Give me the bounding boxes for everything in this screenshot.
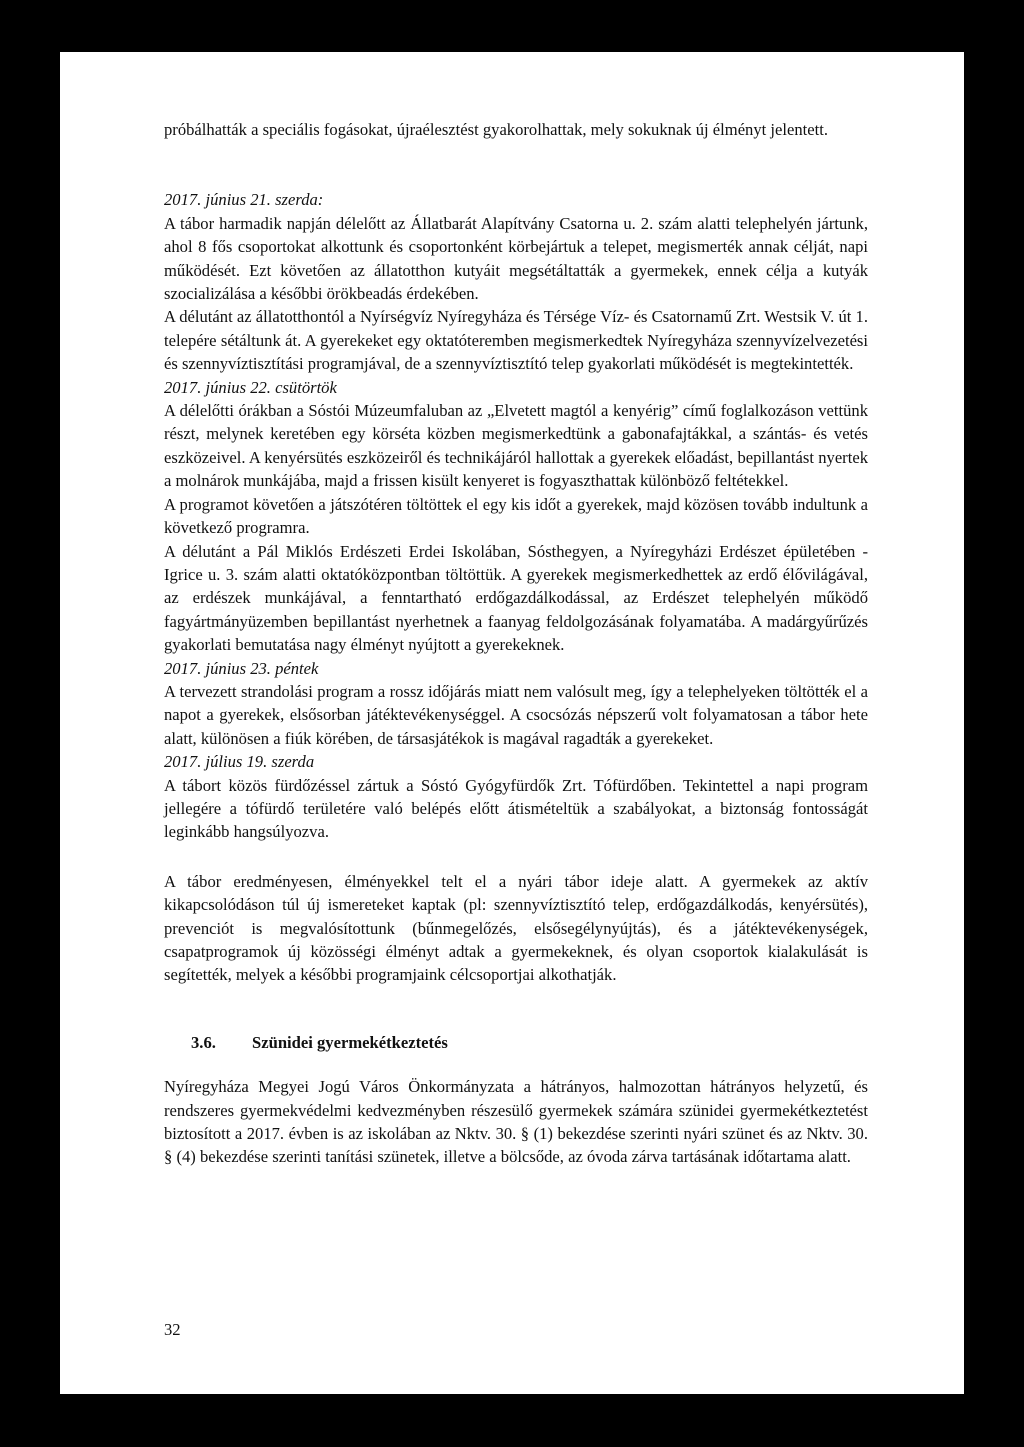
- entry-date: 2017. július 19. szerda: [164, 752, 315, 772]
- document-body: [164, 118, 868, 1169]
- entry-paragraph: A programot követően a játszótéren töltöttek el egy kis időt a gyerekek, majd közösen tovább indultunk a következő programra.: [164, 494, 868, 538]
- entry-date: 2017. június 23. péntek: [164, 658, 319, 678]
- entry-paragraph: A délutánt az állatotthontól a Nyírségvíz Nyíregyháza és Térsége Víz- és Csatornamű Zrt. Westsik V. út 1. telepére sétáltunk át. A gyerekeket egy oktatóteremben megismerkedtek Nyíregyháza szennyvízelvezetési és szennyvíztisztítási programjával, de a szennyvíztisztító telep gyakorlati működését is megtekintették.: [164, 307, 868, 374]
- entry-paragraph: A délelőtti órákban a Sóstói Múzeumfaluban az „Elvetett magtól a kenyérig” című foglalkozáson vettünk részt, melynek keretében egy körséta közben megismerkedtünk a gabonafajtákkal, a szántás- és vetés eszközeivel. A kenyérsütés eszközeiről és technikájáról hallottak a gyerekek előadást, bepillantást nyertek a molnárok munkájába, majd a frissen kisült kenyeret is fogyaszthattak különböző feltétekkel.: [164, 401, 868, 491]
- section-heading: [164, 1031, 868, 1054]
- entry-paragraph: A tervezett strandolási program a rossz időjárás miatt nem valósult meg, így a telephelyeken töltötték el a napot a gyerekek, elsősorban játéktevékenységgel. A csocsózás népszerű volt folyamatosan a tábor hete alatt, különösen a fiúk körében, de társasjátékok is magával ragadták a gyerekeket.: [164, 681, 868, 748]
- document-page: [60, 52, 964, 1394]
- entry-june-22: [164, 376, 868, 657]
- entry-date: 2017. június 21. szerda:: [164, 190, 324, 210]
- entry-july-19: [164, 750, 868, 844]
- entry-june-21: [164, 188, 868, 375]
- section-number: 3.6.: [191, 1032, 216, 1052]
- section-paragraph: Nyíregyháza Megyei Jogú Város Önkormányzata a hátrányos, halmozottan hátrányos helyzetű, és rendszeres gyermekvédelmi kedvezményben részesülő gyermekek számára szünidei gyermekétkeztetést biztosított a 2017. évben is az iskolában az Nktv. 30. § (1) bekezdése szerinti nyári szünet és az Nktv. 30. § (4) bekezdése szerinti tanítási szünetek, illetve a bölcsőde, az óvoda zárva tartásának időtartama alatt.: [164, 1077, 868, 1167]
- entry-paragraph: A tábor harmadik napján délelőtt az Állatbarát Alapítvány Csatorna u. 2. szám alatti telephelyén jártunk, ahol 8 fős csoportokat alkottunk és csoportonként körbejártuk a telepet, megismerték annak célját, napi működését. Ezt követően az állatotthon kutyáit megsétáltatták a gyermekek, ennek célja a kutyák szocializálása a későbbi örökbeadás érdekében.: [164, 213, 868, 304]
- summary-paragraph: A tábor eredményesen, élményekkel telt el a nyári tábor ideje alatt. A gyermekek az aktív kikapcsolódáson túl új ismereteket kaptak (pl: szennyvíztisztító telep, erdőgazdálkodás, kenyérsütés), prevenciót is megvalósítottunk (bűnmegelőzés, elsősegélynyújtás), és a játéktevékenységek, csapatprogramok új közösségi élményt adtak a gyermekeknek, és olyan csoportok kialakulását is segítették, melyek a későbbi programjaink célcsoportjai alkothatják.: [164, 871, 868, 985]
- page-number: 32: [164, 1320, 181, 1339]
- entry-paragraph: A tábort közös fürdőzéssel zártuk a Sóstó Gyógyfürdők Zrt. Tófürdőben. Tekintettel a napi program jellegére a tófürdő területére való belépés előtt átismételtük a szabályokat, a biztonság fontosságát leginkább hangsúlyozva.: [164, 775, 868, 842]
- section-title: Szünidei gyermekétkeztetés: [252, 1032, 448, 1052]
- entry-date: 2017. június 22. csütörtök: [164, 377, 337, 397]
- intro-paragraph: próbálhatták a speciális fogásokat, újraélesztést gyakorolhattak, mely sokuknak új élményt jelentett.: [164, 120, 829, 139]
- entry-june-23: [164, 657, 868, 751]
- entry-paragraph: A délutánt a Pál Miklós Erdészeti Erdei Iskolában, Sósthegyen, a Nyíregyházi Erdészet épületében - Igrice u. 3. szám alatti oktatóközpontban töltöttük. A gyerekek megismerkedhettek az erdő élővilágával, az erdészek munkájával, a fenntartható erdőgazdálkodással, az Erdészet telephelyén működő fagyártmányüzemben bepillantást nyerhetnek a faanyag feldolgozásának folyamatába. A madárgyűrűzés gyakorlati bemutatása nagy élményt nyújtott a gyerekeknek.: [164, 541, 868, 655]
